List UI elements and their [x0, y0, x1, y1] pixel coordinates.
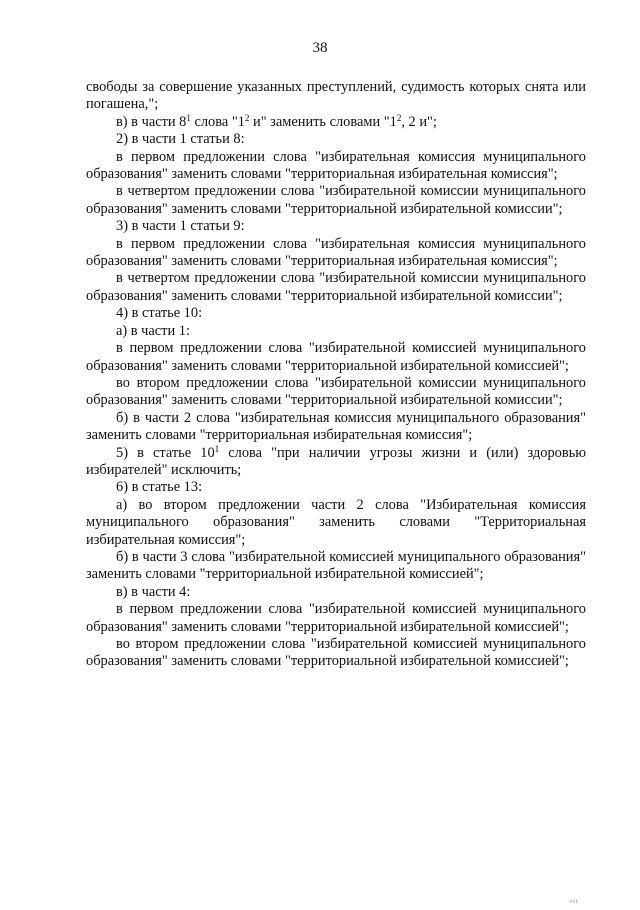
paragraph: б) в части 3 слова "избирательной комиссией муниципального образования" заменить словами "территориальной избирательной комиссией";: [86, 548, 586, 583]
paragraph: во втором предложении слова "избирательной комиссией муниципального образования" заменить словами "территориальной избирательной комиссией";: [86, 636, 586, 670]
paragraph: в первом предложении слова "избирательной комиссией муниципального образования" заменить словами "территориальной избирательной комиссией";: [86, 601, 586, 635]
paragraph: 6) в статье 13:: [116, 479, 203, 496]
paragraph: в четвертом предложении слова "избирательной комиссии муниципального образования" заменить словами "территориальной избирательной комиссии";: [86, 270, 586, 304]
paragraph: свободы за совершение указанных преступлений, судимость которых снята или погашена,";: [86, 79, 586, 113]
footer-mark: ııı: [570, 897, 579, 905]
paragraph: в первом предложении слова "избирательной комиссией муниципального образования" заменить словами "территориальной избирательной комиссией";: [86, 340, 586, 374]
paragraph: 5) в статье $10^1$ слова "при наличии угрозы жизни и (или) здоровью избирателей" исключить;: [86, 443, 586, 478]
paragraph: б) в части 2 слова "избирательная комиссия муниципального образования" заменить словами "территориальная избирательная комиссия";: [86, 409, 586, 444]
paragraph: в первом предложении слова "избирательная комиссия муниципального образования" заменить словами "территориальная избирательная комиссия";: [86, 148, 586, 183]
document-body: [86, 79, 586, 671]
paragraph: а) во втором предложении части 2 слова "Избирательная комиссия муниципального образования" заменить словами "Территориальная избирательная комиссия";: [86, 496, 586, 548]
paragraph: в четвертом предложении слова "избирательной комиссии муниципального образования" заменить словами "территориальной избирательной комиссии";: [86, 183, 586, 217]
paragraph: в) в части 4:: [116, 583, 191, 600]
paragraph: во втором предложении слова "избирательной комиссии муниципального образования" заменить словами "территориальной избирательной комиссии";: [86, 374, 586, 409]
page-number: 38: [312, 40, 328, 56]
paragraph: в) в части $8^1$ слова "$1^2$ и" заменить словами "$1^2$, 2 и";: [116, 112, 437, 130]
paragraph: 3) в части 1 статьи 9:: [116, 218, 245, 235]
paragraph: а) в части 1:: [116, 322, 190, 339]
paragraph: в первом предложении слова "избирательная комиссия муниципального образования" заменить словами "территориальная избирательная комиссия";: [86, 235, 586, 270]
paragraph: 2) в части 1 статьи 8:: [116, 131, 245, 148]
paragraph: 4) в статье 10:: [116, 305, 203, 322]
